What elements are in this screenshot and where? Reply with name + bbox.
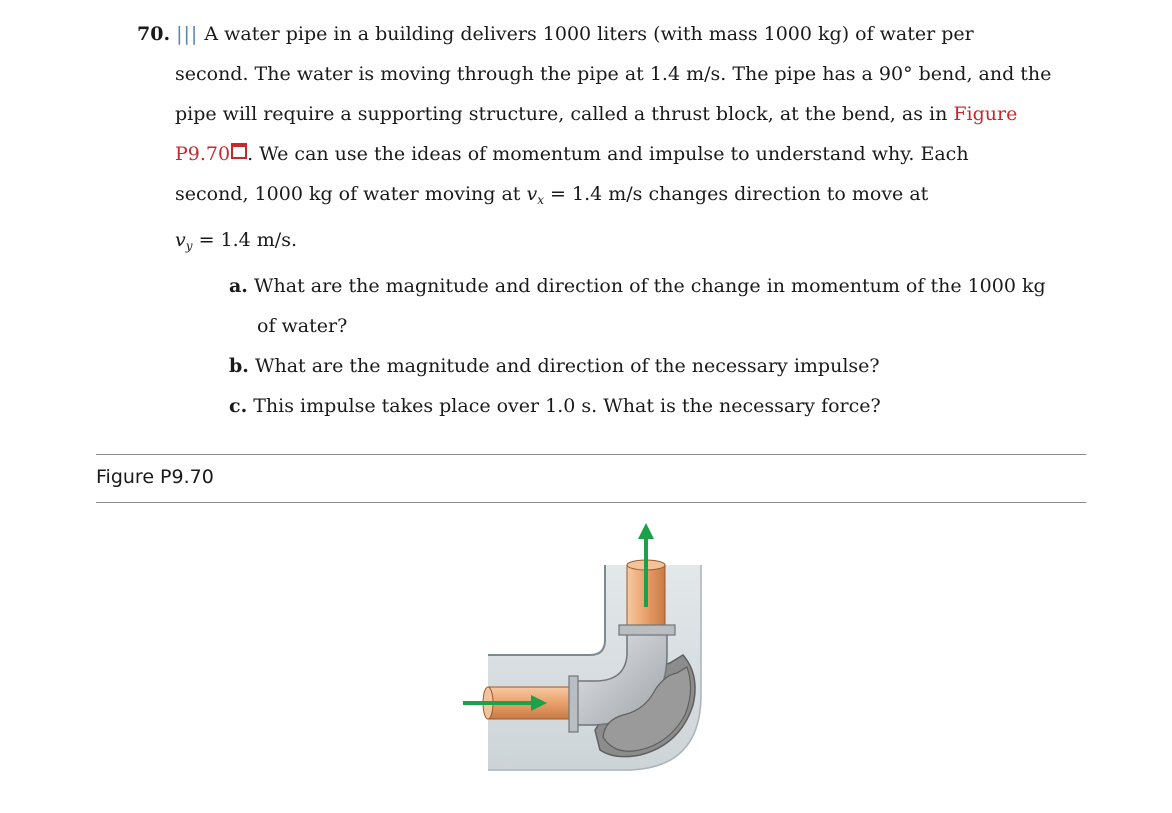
velocity-x-sub: x xyxy=(537,193,544,207)
external-link-icon[interactable] xyxy=(231,143,247,159)
problem-line-3-text: pipe will require a supporting structure, called a thrust block, at the bend, as in xyxy=(175,103,948,125)
problem-line-4-text: . We can use the ideas of momentum and impulse to understand why. Each xyxy=(247,143,969,165)
part-c-text: This impulse takes place over 1.0 s. What is the necessary force? xyxy=(253,395,881,417)
figure-link-part-a[interactable]: Figure xyxy=(953,103,1018,125)
difficulty-indicator: ||| xyxy=(176,23,199,45)
problem-text xyxy=(137,14,1097,426)
figure-link-part-b[interactable]: P9.70 xyxy=(175,143,231,165)
problem-line-5 xyxy=(175,174,1097,220)
problem-line-2: second. The water is moving through the pipe at 1.4 m/s. The pipe has a 90° bend, and the xyxy=(175,63,1052,85)
part-b xyxy=(229,346,1097,386)
part-c-label: c. xyxy=(229,395,248,417)
part-c xyxy=(229,386,1097,426)
velocity-x-value: = 1.4 m/s xyxy=(550,183,643,205)
figure-rule-top xyxy=(96,454,1086,455)
part-a xyxy=(229,266,1097,306)
part-b-label: b. xyxy=(229,355,249,377)
problem-line-4 xyxy=(175,134,1097,174)
problem-number: 70. xyxy=(137,23,171,45)
problem-line-5-pre: second, 1000 kg of water moving at xyxy=(175,183,521,205)
velocity-x-var: v xyxy=(526,183,538,205)
problem-line-3 xyxy=(175,94,1097,134)
figure-caption: Figure P9.70 xyxy=(96,466,214,488)
velocity-y-value: = 1.4 m/s. xyxy=(198,229,297,251)
elbow-flange-horizontal xyxy=(569,676,578,732)
pipe-bend-illustration xyxy=(455,515,735,780)
part-a-label: a. xyxy=(229,275,248,297)
velocity-y-var: v xyxy=(175,229,186,251)
velocity-y-sub: y xyxy=(185,239,193,253)
figure-rule-bottom xyxy=(96,502,1086,503)
part-a-text: What are the magnitude and direction of the change in momentum of the 1000 kg xyxy=(253,275,1046,297)
pipe-bend-figure xyxy=(455,515,735,784)
problem-line-6 xyxy=(175,220,1097,266)
part-a-continued: of water? xyxy=(257,315,348,337)
part-b-text: What are the magnitude and direction of the necessary impulse? xyxy=(254,355,880,377)
velocity-x-expression xyxy=(526,183,642,205)
problem-line-1-text: A water pipe in a building delivers 1000 liters (with mass 1000 kg) of water per xyxy=(204,23,974,45)
problem-line-5-post: changes direction to move at xyxy=(648,183,929,205)
elbow-flange-vertical xyxy=(619,625,675,635)
problem-line-1 xyxy=(137,14,1097,54)
velocity-y-expression xyxy=(175,229,297,251)
